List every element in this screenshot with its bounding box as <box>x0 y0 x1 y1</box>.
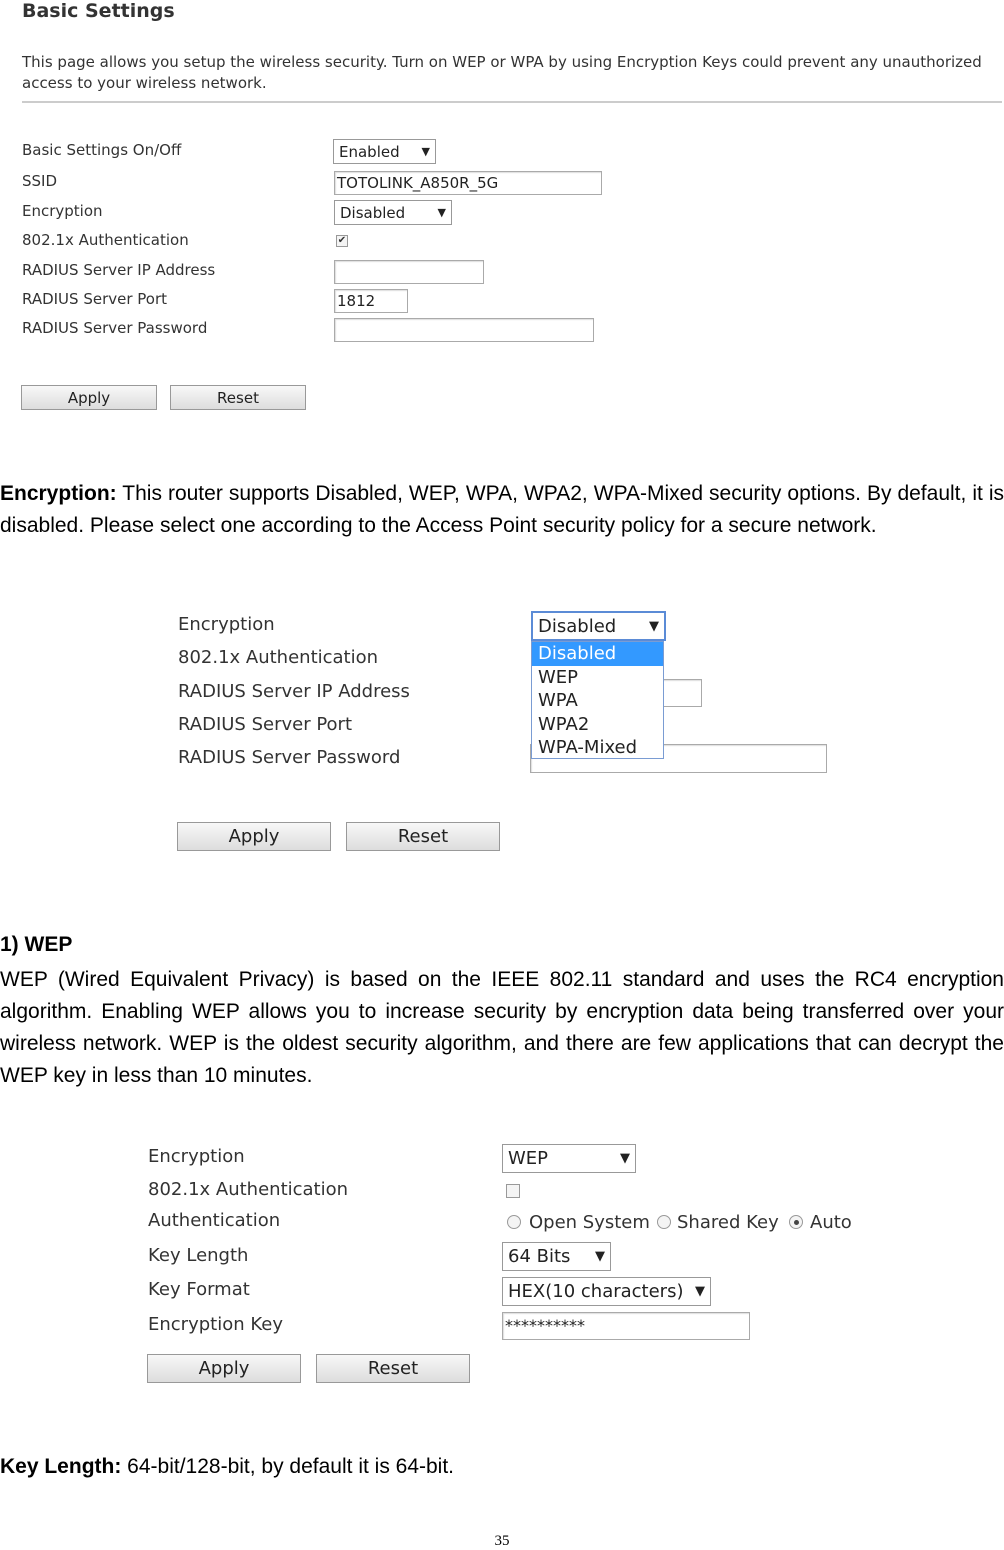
encryption-dropdown-list[interactable] <box>531 641 664 759</box>
encryption-select[interactable] <box>334 200 452 225</box>
key-format-value: HEX(10 characters) <box>508 1281 684 1302</box>
auth8021x-label: 802.1x Authentication <box>178 647 379 668</box>
radius-pw-input[interactable] <box>334 318 594 342</box>
chevron-down-icon: ▼ <box>695 1284 705 1299</box>
radius-port-label: RADIUS Server Port <box>22 290 168 308</box>
key-format-select[interactable] <box>502 1277 711 1306</box>
radius-pw-label: RADIUS Server Password <box>178 747 401 768</box>
chevron-down-icon: ▼ <box>595 1249 605 1264</box>
option-wpa-mixed[interactable]: WPA-Mixed <box>538 737 638 758</box>
encryption-term: Encryption: <box>0 482 117 505</box>
page-description: This page allows you setup the wireless security. Turn on WEP or WPA by using Encryption Keys could prevent any unauthorized access to your wireless network. <box>22 53 982 92</box>
encryption-key-input[interactable]: ********** <box>502 1312 750 1340</box>
key-length-description: 64-bit/128-bit, by default it is 64-bit. <box>121 1455 455 1478</box>
wep-heading: 1) WEP <box>0 933 73 956</box>
encryption-value: Disabled <box>340 203 406 222</box>
page-title: Basic Settings <box>22 0 175 22</box>
encryption-label: Encryption <box>148 1146 245 1167</box>
radius-port-input[interactable]: 1812 <box>334 289 408 313</box>
auth8021x-checkbox[interactable] <box>506 1184 520 1198</box>
reset-button[interactable]: Reset <box>170 385 306 410</box>
auth8021x-checkbox[interactable]: ✔ <box>337 235 347 246</box>
auth8021x-label: 802.1x Authentication <box>22 231 189 249</box>
option-wpa2[interactable]: WPA2 <box>538 713 590 735</box>
auth8021x-label: 802.1x Authentication <box>148 1179 349 1200</box>
key-length-term: Key Length: <box>0 1455 122 1478</box>
encryption-key-label: Encryption Key <box>148 1314 283 1335</box>
ssid-input[interactable]: TOTOLINK_A850R_5G <box>334 171 602 195</box>
page-number: 35 <box>494 1533 510 1549</box>
encryption-description: This router supports Disabled, WEP, WPA, WPA2, WPA-Mixed security options. By default, it is disabled. Please select one according to the Access Point security policy for a secure network. <box>0 482 1004 537</box>
option-disabled[interactable]: Disabled <box>532 642 663 666</box>
divider <box>22 101 1002 103</box>
radius-ip-label: RADIUS Server IP Address <box>22 261 216 279</box>
option-wep[interactable]: WEP <box>538 666 579 688</box>
key-format-label: Key Format <box>148 1279 250 1300</box>
encryption-paragraph <box>0 478 1004 542</box>
radio-auto[interactable] <box>789 1215 803 1229</box>
radius-pw-label: RADIUS Server Password <box>22 319 208 337</box>
reset-button[interactable]: Reset <box>316 1354 470 1383</box>
key-length-select[interactable] <box>502 1242 611 1271</box>
option-wpa[interactable]: WPA <box>538 690 578 711</box>
encryption-label: Encryption <box>178 614 275 635</box>
encryption-label: Encryption <box>22 202 103 220</box>
key-length-value: 64 Bits <box>508 1246 571 1267</box>
radio-shared-key[interactable] <box>657 1215 671 1229</box>
authentication-label: Authentication <box>148 1210 281 1231</box>
ssid-label: SSID <box>22 172 58 190</box>
apply-button[interactable]: Apply <box>21 385 157 410</box>
encryption-select[interactable] <box>502 1144 636 1173</box>
key-length-label: Key Length <box>148 1245 249 1266</box>
radio-open-system[interactable] <box>507 1215 521 1229</box>
onoff-value: Enabled <box>339 142 400 161</box>
chevron-down-icon: ▼ <box>421 145 430 158</box>
radius-ip-label: RADIUS Server IP Address <box>178 681 410 702</box>
encryption-value: WEP <box>508 1148 549 1169</box>
radius-ip-input[interactable] <box>660 679 702 707</box>
radius-port-label: RADIUS Server Port <box>178 714 353 735</box>
wep-paragraph: WEP (Wired Equivalent Privacy) is based on the IEEE 802.11 standard and uses the RC4 encryption algorithm. Enabling WEP allows you to increase security by encryption data being transferred over your wireless network. WEP is the oldest security algorithm, and there are few applications that can decrypt the WEP key in less than 10 minutes. <box>0 968 1004 1087</box>
apply-button[interactable]: Apply <box>177 822 331 851</box>
chevron-down-icon: ▼ <box>649 618 659 634</box>
radio-selected-dot <box>794 1220 799 1225</box>
auto-label: Auto <box>810 1212 852 1233</box>
reset-button[interactable]: Reset <box>346 822 500 851</box>
onoff-label: Basic Settings On/Off <box>22 141 182 159</box>
open-system-label: Open System <box>529 1212 650 1233</box>
chevron-down-icon: ▼ <box>620 1151 630 1166</box>
encryption-select-open[interactable] <box>531 611 666 641</box>
radius-ip-input[interactable] <box>334 260 484 284</box>
apply-button[interactable]: Apply <box>147 1354 301 1383</box>
onoff-select[interactable] <box>333 139 436 164</box>
encryption-value: Disabled <box>538 615 617 637</box>
chevron-down-icon: ▼ <box>437 206 446 219</box>
key-length-paragraph <box>0 1455 454 1479</box>
shared-key-label: Shared Key <box>677 1212 779 1233</box>
